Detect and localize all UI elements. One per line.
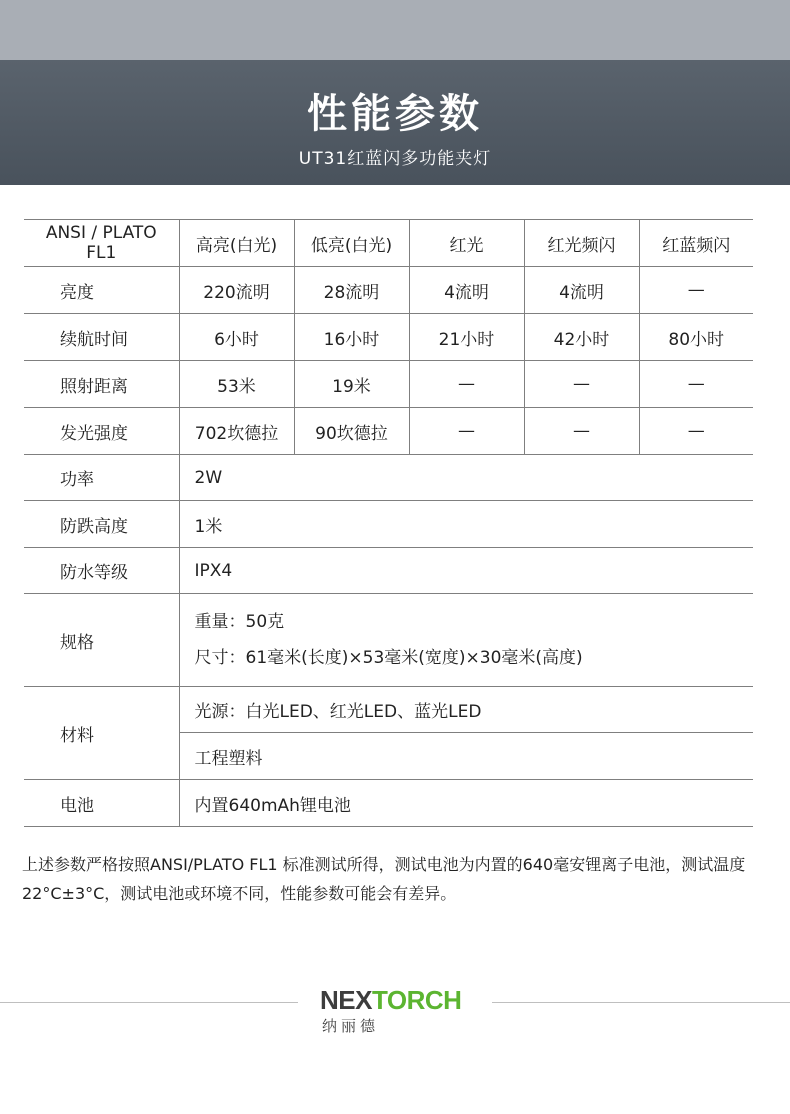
- mode-red-blue-strobe-header: 红蓝频闪: [639, 220, 753, 267]
- table-cell: 42小时: [524, 314, 639, 361]
- table-row: [24, 267, 753, 314]
- table-cell: 6小时: [179, 314, 294, 361]
- row-label-runtime: 续航时间: [24, 314, 179, 361]
- table-cell: 16小时: [294, 314, 409, 361]
- table-cell: —: [639, 267, 753, 314]
- row-label-intensity: 发光强度: [24, 408, 179, 455]
- row-label-waterproof: 防水等级: [24, 548, 179, 594]
- table-header-row: [24, 220, 753, 267]
- table-cell: 53米: [179, 361, 294, 408]
- table-row: [24, 687, 753, 733]
- table-cell: —: [524, 408, 639, 455]
- standard-header: ANSI / PLATO FL1: [24, 220, 179, 267]
- table-row: [24, 408, 753, 455]
- table-cell: —: [409, 408, 524, 455]
- table-row: [24, 361, 753, 408]
- row-label-spec: 规格: [24, 594, 179, 687]
- row-label-material: 材料: [24, 687, 179, 780]
- brand-chinese-name: 纳丽德: [322, 1017, 380, 1035]
- material-light-source: 光源：白光LED、红光LED、蓝光LED: [179, 687, 753, 733]
- spec-value: [179, 594, 753, 687]
- mode-red-header: 红光: [409, 220, 524, 267]
- spec-weight: 重量：50克: [194, 612, 285, 632]
- table-row: [24, 780, 753, 827]
- table-cell: 90坎德拉: [294, 408, 409, 455]
- table-cell: —: [524, 361, 639, 408]
- battery-value: 内置640mAh锂电池: [179, 780, 753, 827]
- table-cell: —: [639, 361, 753, 408]
- row-label-battery: 电池: [24, 780, 179, 827]
- table-cell: —: [409, 361, 524, 408]
- row-label-drop: 防跌高度: [24, 501, 179, 548]
- table-row: [24, 594, 753, 687]
- brand-logo-part1: NEX: [320, 985, 372, 1015]
- table-row: [24, 314, 753, 361]
- table-cell: 19米: [294, 361, 409, 408]
- table-cell: 220流明: [179, 267, 294, 314]
- brand-logo-part2: TORCH: [371, 985, 462, 1015]
- row-label-distance: 照射距离: [24, 361, 179, 408]
- test-note: 上述参数严格按照ANSI/PLATO FL1 标准测试所得，测试电池为内置的640毫安锂离子电池，测试温度22°C±3°C，测试电池或环境不同，性能参数可能会有差异。: [22, 855, 746, 903]
- table-cell: 80小时: [639, 314, 753, 361]
- table-cell: 21小时: [409, 314, 524, 361]
- table-cell: —: [639, 408, 753, 455]
- row-label-brightness: 亮度: [24, 267, 179, 314]
- row-label-power: 功率: [24, 455, 179, 501]
- top-band: [0, 0, 790, 60]
- table-row: [24, 455, 753, 501]
- product-subtitle: UT31红蓝闪多功能夹灯: [298, 149, 492, 169]
- table-cell: 4流明: [409, 267, 524, 314]
- table-cell: 28流明: [294, 267, 409, 314]
- footer-divider-left: [0, 1002, 298, 1003]
- header-banner: [0, 60, 790, 185]
- footer-divider-right: [492, 1002, 790, 1003]
- table-cell: 702坎德拉: [179, 408, 294, 455]
- waterproof-value: IPX4: [179, 548, 753, 594]
- spec-size: 尺寸：61毫米(长度)×53毫米(宽度)×30毫米(高度): [194, 648, 583, 668]
- page-title: 性能参数: [307, 91, 483, 137]
- drop-value: 1米: [179, 501, 753, 548]
- table-cell: 4流明: [524, 267, 639, 314]
- power-value: 2W: [179, 455, 753, 501]
- mode-low-header: 低亮(白光): [294, 220, 409, 267]
- mode-high-header: 高亮(白光): [179, 220, 294, 267]
- mode-red-strobe-header: 红光频闪: [524, 220, 639, 267]
- table-row: [24, 548, 753, 594]
- material-body: 工程塑料: [179, 733, 753, 780]
- spec-table: [24, 219, 753, 827]
- table-row: [24, 501, 753, 548]
- brand-logo: [320, 984, 480, 1016]
